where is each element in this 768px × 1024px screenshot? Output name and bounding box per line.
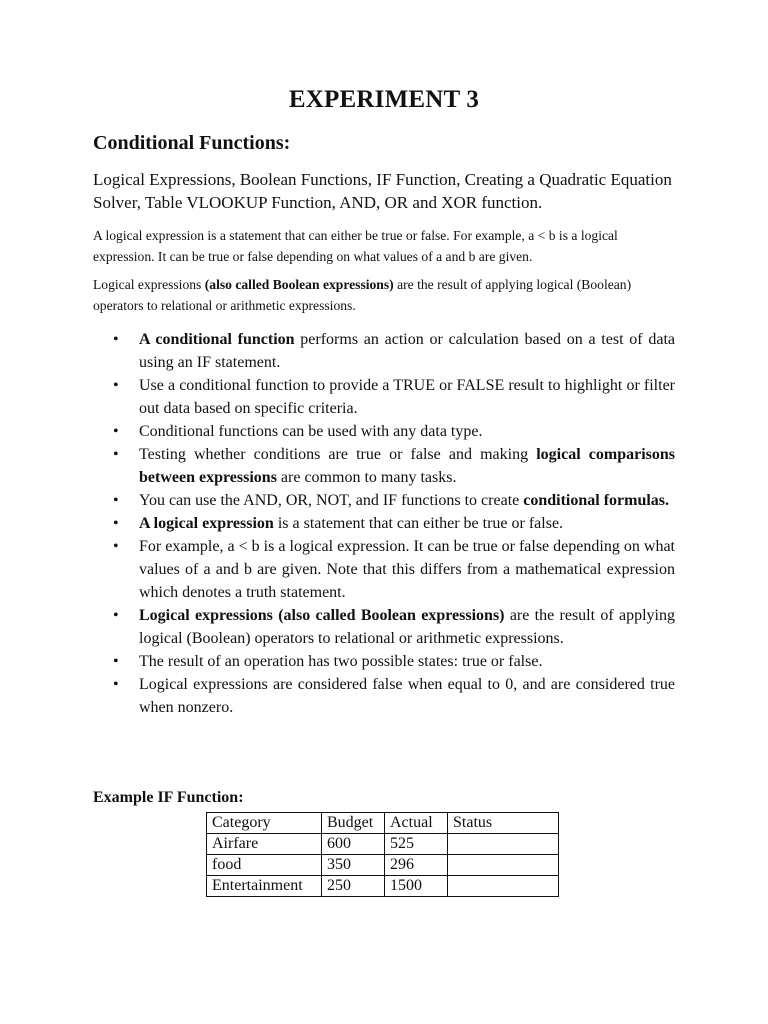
bullet-text: Conditional functions can be used with any data type. <box>139 423 483 440</box>
bullet-text: Testing whether conditions are true or false and making <box>139 446 537 463</box>
bullet-text: The result of an operation has two possible states: true or false. <box>139 653 543 670</box>
bullet-text: Use a conditional function to provide a TRUE or FALSE result to highlight or filter out data based on specific criteria. <box>139 377 675 417</box>
cell-actual: 296 <box>385 855 448 876</box>
cell-status <box>448 876 559 897</box>
table-row <box>207 876 559 897</box>
bullet-item <box>93 604 675 650</box>
boolean-paragraph <box>93 275 678 316</box>
header-actual: Actual <box>385 813 448 834</box>
bullet-item <box>93 374 675 420</box>
bullet-icon: • <box>113 377 119 394</box>
header-budget: Budget <box>322 813 385 834</box>
table-row <box>207 834 559 855</box>
boolean-paragraph-lead: Logical expressions <box>93 277 205 292</box>
cell-actual: 1500 <box>385 876 448 897</box>
table-header-row <box>207 813 559 834</box>
bullet-icon: • <box>113 538 119 555</box>
bullet-tail: are common to many tasks. <box>276 469 457 486</box>
bullet-text: For example, a < b is a logical expression. It can be true or false depending on what values of a and b are given. Note that this differs from a mathematical expression which denotes a truth statement. <box>139 538 675 601</box>
bullet-item <box>93 512 675 535</box>
bullet-text: You can use the AND, OR, NOT, and IF functions to create <box>139 492 524 509</box>
budget-table <box>206 812 559 897</box>
bullet-text: performs an action or calculation based on a test of data using an IF statement. <box>139 331 676 371</box>
header-status: Status <box>448 813 559 834</box>
cell-budget: 600 <box>322 834 385 855</box>
bullet-text: are the result of applying logical (Boolean) operators to relational or arithmetic expressions. <box>139 607 675 647</box>
bullet-icon: • <box>113 446 119 463</box>
page-title: EXPERIMENT 3 <box>288 86 480 113</box>
intro-paragraph: A logical expression is a statement that can either be true or false. For example, a < b is a logical expression. It can be true or false depending on what values of a and b are given. <box>93 228 618 264</box>
bullet-icon: • <box>113 653 119 670</box>
bullet-bold: logical comparisons between expressions <box>139 446 675 486</box>
cell-budget: 250 <box>322 876 385 897</box>
bullet-icon: • <box>113 492 119 509</box>
bullet-item <box>93 443 675 489</box>
section-heading: Conditional Functions: <box>93 132 291 154</box>
cell-category: Entertainment <box>207 876 322 897</box>
cell-budget: 350 <box>322 855 385 876</box>
bullet-item <box>93 420 675 443</box>
bullet-bold: A conditional function <box>139 331 295 348</box>
cell-status <box>448 834 559 855</box>
table-row <box>207 855 559 876</box>
boolean-paragraph-tail: are the result of applying logical (Boolean) operators to relational or arithmetic expressions. <box>93 277 632 313</box>
bullet-bold: Logical expressions (also called Boolean expressions) <box>139 607 505 624</box>
topics-paragraph: Logical Expressions, Boolean Functions, IF Function, Creating a Quadratic Equation Solver, Table VLOOKUP Function, AND, OR and XOR function. <box>93 170 672 212</box>
bullet-bold: A logical expression <box>139 515 274 532</box>
cell-actual: 525 <box>385 834 448 855</box>
boolean-paragraph-bold: (also called Boolean expressions) <box>204 277 394 292</box>
bullet-text: is a statement that can either be true or false. <box>273 515 564 532</box>
bullet-item <box>93 650 675 673</box>
bullet-item <box>93 328 675 374</box>
bullet-icon: • <box>113 676 119 693</box>
bullet-icon: • <box>113 607 119 624</box>
bullet-item <box>93 535 675 604</box>
bullet-icon: • <box>113 331 119 348</box>
cell-category: Airfare <box>207 834 322 855</box>
header-category: Category <box>207 813 322 834</box>
example-heading: Example IF Function: <box>93 789 244 806</box>
bullet-bold: conditional formulas. <box>523 492 670 509</box>
cell-category: food <box>207 855 322 876</box>
bullet-item <box>93 673 675 719</box>
bullet-text: Logical expressions are considered false when equal to 0, and are considered true when nonzero. <box>139 676 675 716</box>
bullet-list <box>93 328 675 719</box>
cell-status <box>448 855 559 876</box>
bullet-icon: • <box>113 515 119 532</box>
bullet-icon: • <box>113 423 119 440</box>
bullet-item <box>93 489 675 512</box>
